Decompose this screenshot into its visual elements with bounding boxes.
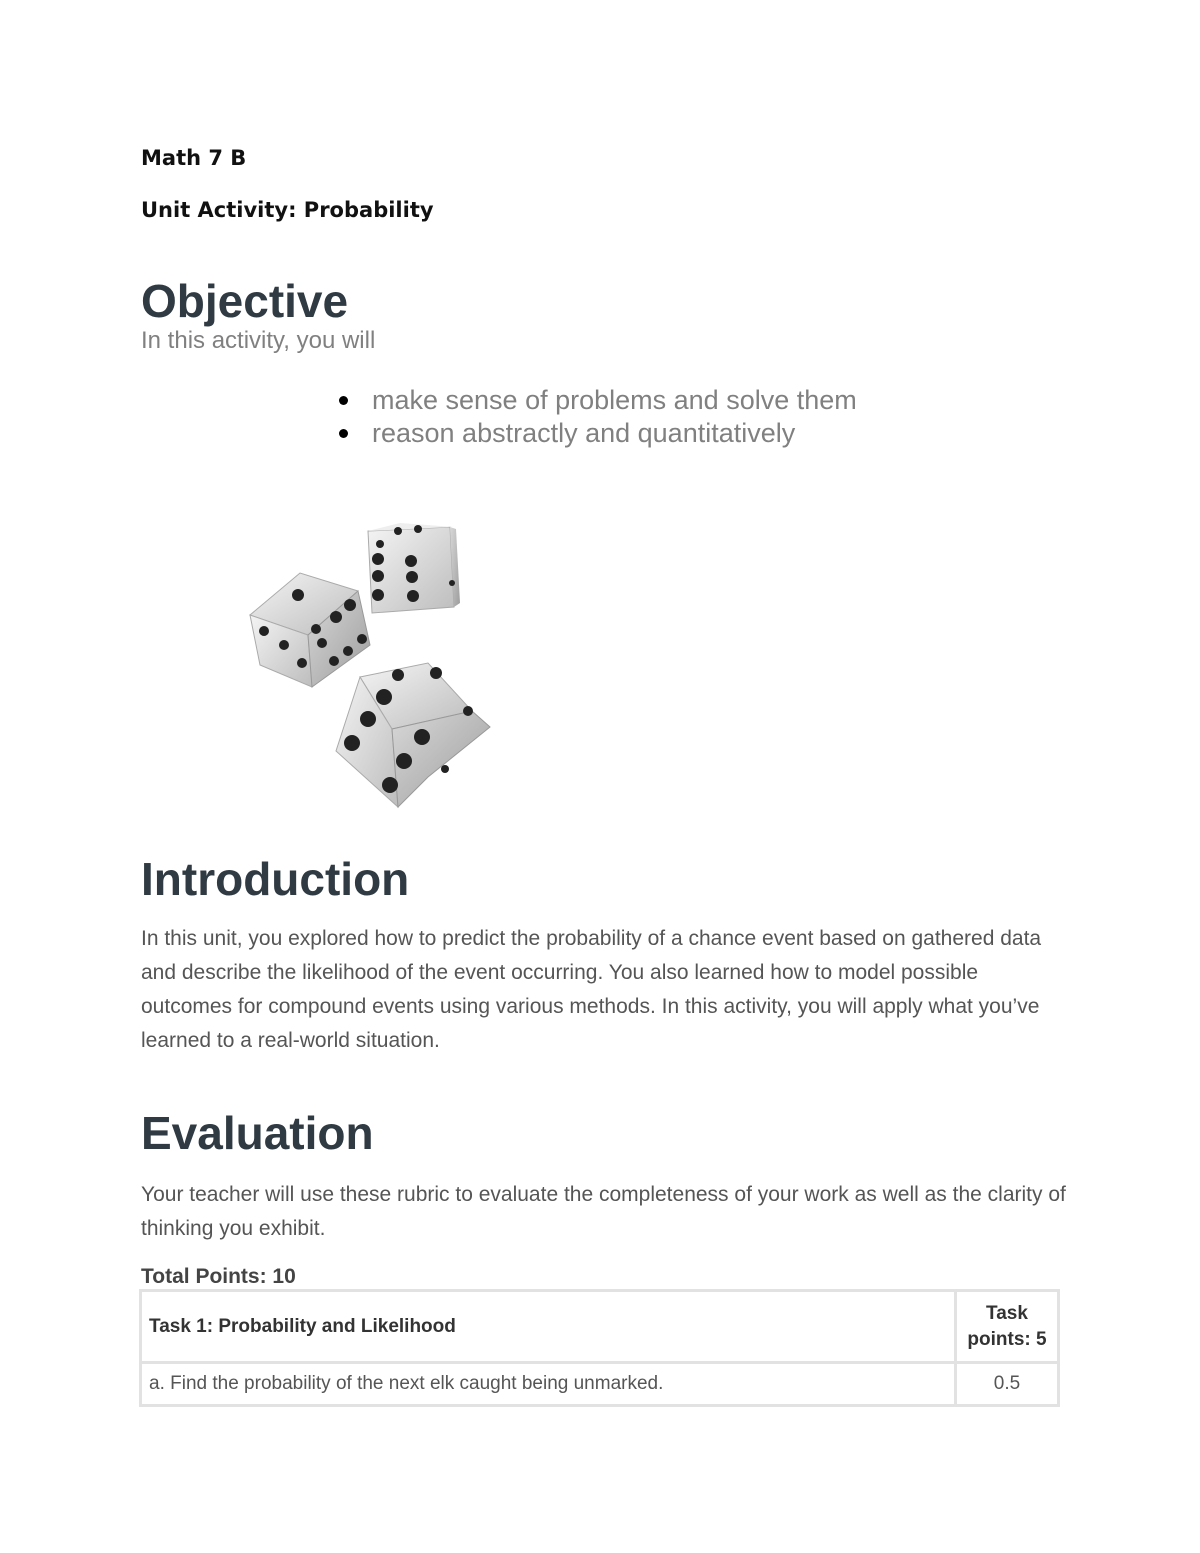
die-top xyxy=(368,523,460,613)
objective-lead: In this activity, you will xyxy=(141,327,376,354)
list-item xyxy=(372,384,857,417)
criterion-points: 0.5 xyxy=(956,1363,1059,1406)
die-bottom xyxy=(336,663,490,807)
list-item-text: reason abstractly and quantitatively xyxy=(372,418,796,448)
bullet-icon xyxy=(339,429,348,438)
die-left xyxy=(250,573,370,687)
rubric-table xyxy=(139,1289,1060,1407)
table-row xyxy=(141,1291,1059,1363)
evaluation-text: Your teacher will use these rubric to evaluate the completeness of your work as well as the clarity of thinking you exhibit. xyxy=(141,1183,1066,1240)
objective-heading: Objective xyxy=(141,275,349,327)
task-title: Task 1: Probability and Likelihood xyxy=(141,1291,956,1363)
list-item xyxy=(372,417,857,450)
task-points: Task points: 5 xyxy=(956,1291,1059,1363)
list-item-text: make sense of problems and solve them xyxy=(372,385,857,415)
introduction-heading: Introduction xyxy=(141,853,410,905)
bullet-icon xyxy=(339,396,348,405)
evaluation-heading: Evaluation xyxy=(141,1107,374,1159)
unit-title: Unit Activity: Probability xyxy=(141,198,434,222)
table-row xyxy=(141,1363,1059,1406)
criterion-text: a. Find the probability of the next elk caught being unmarked. xyxy=(141,1363,956,1406)
total-points: Total Points: 10 xyxy=(141,1265,296,1288)
course-title: Math 7 B xyxy=(141,146,247,170)
objective-list xyxy=(372,384,857,450)
introduction-text: In this unit, you explored how to predict the probability of a chance event based on gathered data and describe the likelihood of the event occurring. You also learned how to model possible outcomes for compound events using various methods. In this activity, you will apply what you’ve learned to a real-world situation. xyxy=(141,927,1042,1052)
dice-icon xyxy=(240,515,500,815)
